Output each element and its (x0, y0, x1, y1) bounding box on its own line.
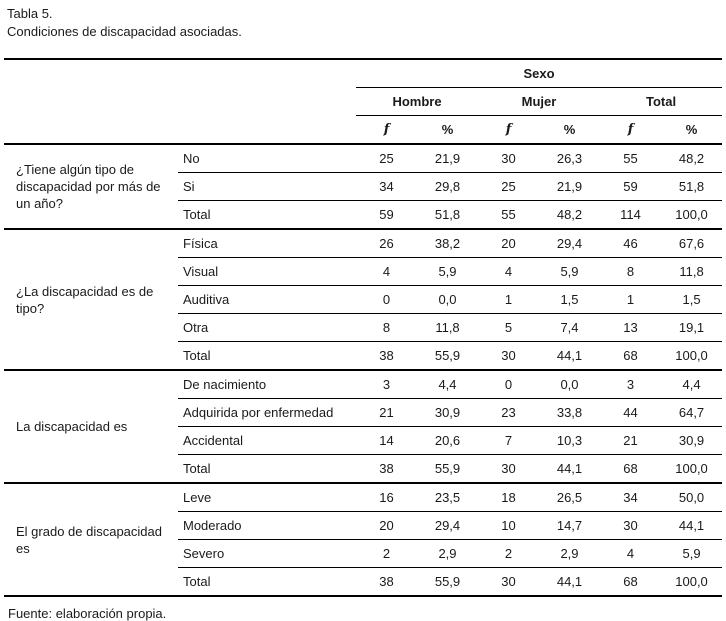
cell-value: 55 (600, 144, 661, 173)
cell-value: 16 (356, 483, 417, 512)
cell-value: 100,0 (661, 201, 722, 230)
cell-value: 4,4 (417, 370, 478, 399)
table-number: Tabla 5. (7, 6, 53, 21)
cell-value: 1 (600, 286, 661, 314)
cell-value: 0,0 (539, 370, 600, 399)
table-row (4, 229, 722, 258)
cell-value: 48,2 (539, 201, 600, 230)
cell-value: 21,9 (417, 144, 478, 173)
cell-value: 25 (356, 144, 417, 173)
group-label: La discapacidad es (4, 370, 178, 483)
cell-value: 2,9 (539, 540, 600, 568)
group-label: ¿Tiene algún tipo de discapacidad por más de un año? (4, 144, 178, 229)
cell-value: 4 (478, 258, 539, 286)
cell-value: 8 (600, 258, 661, 286)
cell-value: 34 (600, 483, 661, 512)
header-row-subheaders (4, 116, 722, 145)
cell-value: 5 (478, 314, 539, 342)
cell-value: 20 (478, 229, 539, 258)
cell-value: 13 (600, 314, 661, 342)
row-label: Total (178, 201, 356, 230)
cell-value: 51,8 (417, 201, 478, 230)
col-header-f-hombre: f (356, 116, 417, 145)
cell-value: 100,0 (661, 455, 722, 484)
cell-value: 5,9 (539, 258, 600, 286)
cell-value: 50,0 (661, 483, 722, 512)
header-spacer (4, 88, 356, 116)
cell-value: 68 (600, 342, 661, 371)
cell-value: 67,6 (661, 229, 722, 258)
row-label: Auditiva (178, 286, 356, 314)
table-row (4, 144, 722, 173)
cell-value: 44,1 (539, 342, 600, 371)
cell-value: 21,9 (539, 173, 600, 201)
cell-value: 1,5 (661, 286, 722, 314)
col-header-pct-hombre: % (417, 116, 478, 145)
table-row (4, 370, 722, 399)
cell-value: 23,5 (417, 483, 478, 512)
cell-value: 30 (478, 342, 539, 371)
cell-value: 2 (478, 540, 539, 568)
cell-value: 4,4 (661, 370, 722, 399)
table-row (4, 483, 722, 512)
cell-value: 29,4 (539, 229, 600, 258)
header-row-sexo (4, 59, 722, 88)
cell-value: 0 (356, 286, 417, 314)
cell-value: 7 (478, 427, 539, 455)
cell-value: 44 (600, 399, 661, 427)
row-label: Moderado (178, 512, 356, 540)
cell-value: 44,1 (661, 512, 722, 540)
cell-value: 55,9 (417, 568, 478, 597)
row-label: Física (178, 229, 356, 258)
cell-value: 26 (356, 229, 417, 258)
table-caption: Condiciones de discapacidad asociadas. (7, 24, 242, 39)
cell-value: 14,7 (539, 512, 600, 540)
cell-value: 48,2 (661, 144, 722, 173)
cell-value: 2 (356, 540, 417, 568)
col-header-f-mujer: f (478, 116, 539, 145)
cell-value: 0,0 (417, 286, 478, 314)
cell-value: 10 (478, 512, 539, 540)
cell-value: 44,1 (539, 568, 600, 597)
cell-value: 3 (600, 370, 661, 399)
row-label: Leve (178, 483, 356, 512)
cell-value: 14 (356, 427, 417, 455)
table-header (4, 59, 722, 144)
cell-value: 30 (478, 144, 539, 173)
cell-value: 1,5 (539, 286, 600, 314)
row-label: De nacimiento (178, 370, 356, 399)
cell-value: 30 (478, 568, 539, 597)
cell-value: 55 (478, 201, 539, 230)
cell-value: 55,9 (417, 455, 478, 484)
cell-value: 100,0 (661, 342, 722, 371)
cell-value: 30 (478, 455, 539, 484)
cell-value: 1 (478, 286, 539, 314)
cell-value: 5,9 (417, 258, 478, 286)
cell-value: 33,8 (539, 399, 600, 427)
title-block (4, 5, 722, 41)
cell-value: 26,5 (539, 483, 600, 512)
cell-value: 21 (356, 399, 417, 427)
row-label: Adquirida por enfermedad (178, 399, 356, 427)
cell-value: 34 (356, 173, 417, 201)
table-source-note: Fuente: elaboración propia. (8, 606, 167, 621)
row-label: Total (178, 568, 356, 597)
cell-value: 55,9 (417, 342, 478, 371)
cell-value: 59 (356, 201, 417, 230)
col-header-hombre: Hombre (356, 88, 478, 116)
cell-value: 5,9 (661, 540, 722, 568)
cell-value: 29,4 (417, 512, 478, 540)
cell-value: 38,2 (417, 229, 478, 258)
cell-value: 38 (356, 342, 417, 371)
header-spacer (4, 59, 356, 88)
cell-value: 21 (600, 427, 661, 455)
cell-value: 38 (356, 568, 417, 597)
cell-value: 4 (600, 540, 661, 568)
cell-value: 64,7 (661, 399, 722, 427)
cell-value: 51,8 (661, 173, 722, 201)
row-label: Total (178, 455, 356, 484)
table-body (4, 144, 722, 596)
cell-value: 30,9 (417, 399, 478, 427)
cell-value: 68 (600, 455, 661, 484)
col-header-mujer: Mujer (478, 88, 600, 116)
cell-value: 29,8 (417, 173, 478, 201)
cell-value: 0 (478, 370, 539, 399)
cell-value: 44,1 (539, 455, 600, 484)
cell-value: 7,4 (539, 314, 600, 342)
cell-value: 30,9 (661, 427, 722, 455)
col-header-sexo: Sexo (356, 59, 722, 88)
cell-value: 20 (356, 512, 417, 540)
cell-value: 4 (356, 258, 417, 286)
cell-value: 46 (600, 229, 661, 258)
cell-value: 25 (478, 173, 539, 201)
row-label: Otra (178, 314, 356, 342)
cell-value: 8 (356, 314, 417, 342)
cell-value: 2,9 (417, 540, 478, 568)
header-spacer (4, 116, 356, 145)
disability-table (4, 58, 722, 597)
cell-value: 11,8 (661, 258, 722, 286)
group-label: ¿La discapacidad es de tipo? (4, 229, 178, 370)
cell-value: 3 (356, 370, 417, 399)
cell-value: 38 (356, 455, 417, 484)
col-header-f-total: f (600, 116, 661, 145)
col-header-pct-total: % (661, 116, 722, 145)
cell-value: 30 (600, 512, 661, 540)
row-label: Total (178, 342, 356, 371)
cell-value: 23 (478, 399, 539, 427)
cell-value: 59 (600, 173, 661, 201)
cell-value: 10,3 (539, 427, 600, 455)
cell-value: 19,1 (661, 314, 722, 342)
col-header-pct-mujer: % (539, 116, 600, 145)
cell-value: 18 (478, 483, 539, 512)
cell-value: 68 (600, 568, 661, 597)
cell-value: 100,0 (661, 568, 722, 597)
row-label: No (178, 144, 356, 173)
cell-value: 114 (600, 201, 661, 230)
row-label: Si (178, 173, 356, 201)
row-label: Severo (178, 540, 356, 568)
row-label: Visual (178, 258, 356, 286)
header-row-groups (4, 88, 722, 116)
col-header-total: Total (600, 88, 722, 116)
cell-value: 26,3 (539, 144, 600, 173)
row-label: Accidental (178, 427, 356, 455)
group-label: El grado de discapacidad es (4, 483, 178, 596)
cell-value: 20,6 (417, 427, 478, 455)
cell-value: 11,8 (417, 314, 478, 342)
